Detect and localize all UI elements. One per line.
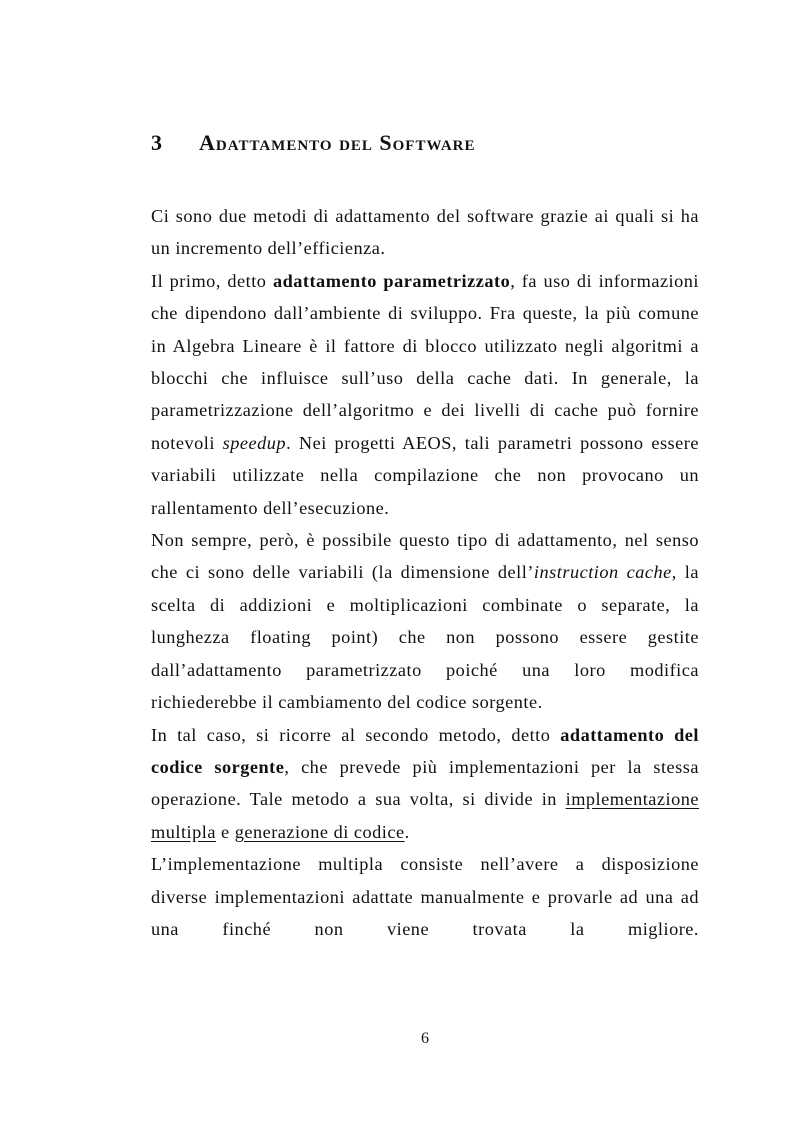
chapter-number: 3 [151, 130, 163, 155]
chapter-title: Adattamento del Software [199, 130, 476, 155]
text-segment: Il primo, detto [151, 270, 273, 291]
term-generazione-di-codice: generazione di codice [234, 821, 405, 842]
term-adattamento-parametrizzato: adattamento parametrizzato [272, 270, 511, 291]
paragraph-source-code [151, 719, 699, 849]
body-text [151, 200, 699, 945]
term-instruction-cache: instruction cache [533, 562, 672, 583]
text-segment: . Nei progetti AEOS, tali parametri possono essere variabili utilizzate nella compilazione che non provocano un rallentamento dell’esecuzione. [151, 432, 699, 518]
paragraph-intro: Ci sono due metodi di adattamento del software grazie ai quali si ha un incremento dell’efficienza. [151, 206, 699, 259]
text-segment: , la scelta di addizioni e moltiplicazioni combinate o separate, la lunghezza floating point) che non possono essere gestite dall’adattamento parametrizzato poiché una loro modifica richiederebbe il cambiamento del codice sorgente. [151, 562, 699, 713]
text-segment: e [215, 821, 235, 842]
term-implementazione-multipla: implementazione multipla [151, 789, 699, 842]
paragraph-limitations [151, 524, 699, 718]
text-segment: , che prevede più implementazioni per la stessa operazione. Tale metodo a sua volta, si divide in [151, 756, 699, 810]
text-segment: Non sempre, però, è possibile questo tipo di adattamento, nel senso che ci sono delle variabili (la dimensione dell’ [151, 530, 699, 583]
term-speedup: speedup [222, 432, 287, 453]
term-adattamento-codice-sorgente: adattamento del codice sorgente [151, 724, 699, 777]
chapter-heading [151, 130, 476, 156]
paragraph-multiple-implementation: L’implementazione multipla consiste nell’avere a disposizione diverse implementazioni adattate manualmente e provarle ad una ad una finché non viene trovata la migliore. [151, 854, 699, 939]
text-segment: , fa uso di informazioni che dipendono dall’ambiente di sviluppo. Fra queste, la più comune in Algebra Lineare è il fattore di blocco utilizzato negli algoritmi a blocchi che influisce sull’uso della cache dati. In generale, la parametrizzazione dell’algoritmo e dei livelli di cache può fornire notevoli [151, 270, 699, 453]
text-segment: In tal caso, si ricorre al secondo metodo, detto [151, 724, 561, 745]
text-segment: . [404, 821, 410, 842]
page-number: 6 [421, 1030, 429, 1047]
paragraph-parametrized [151, 265, 699, 524]
